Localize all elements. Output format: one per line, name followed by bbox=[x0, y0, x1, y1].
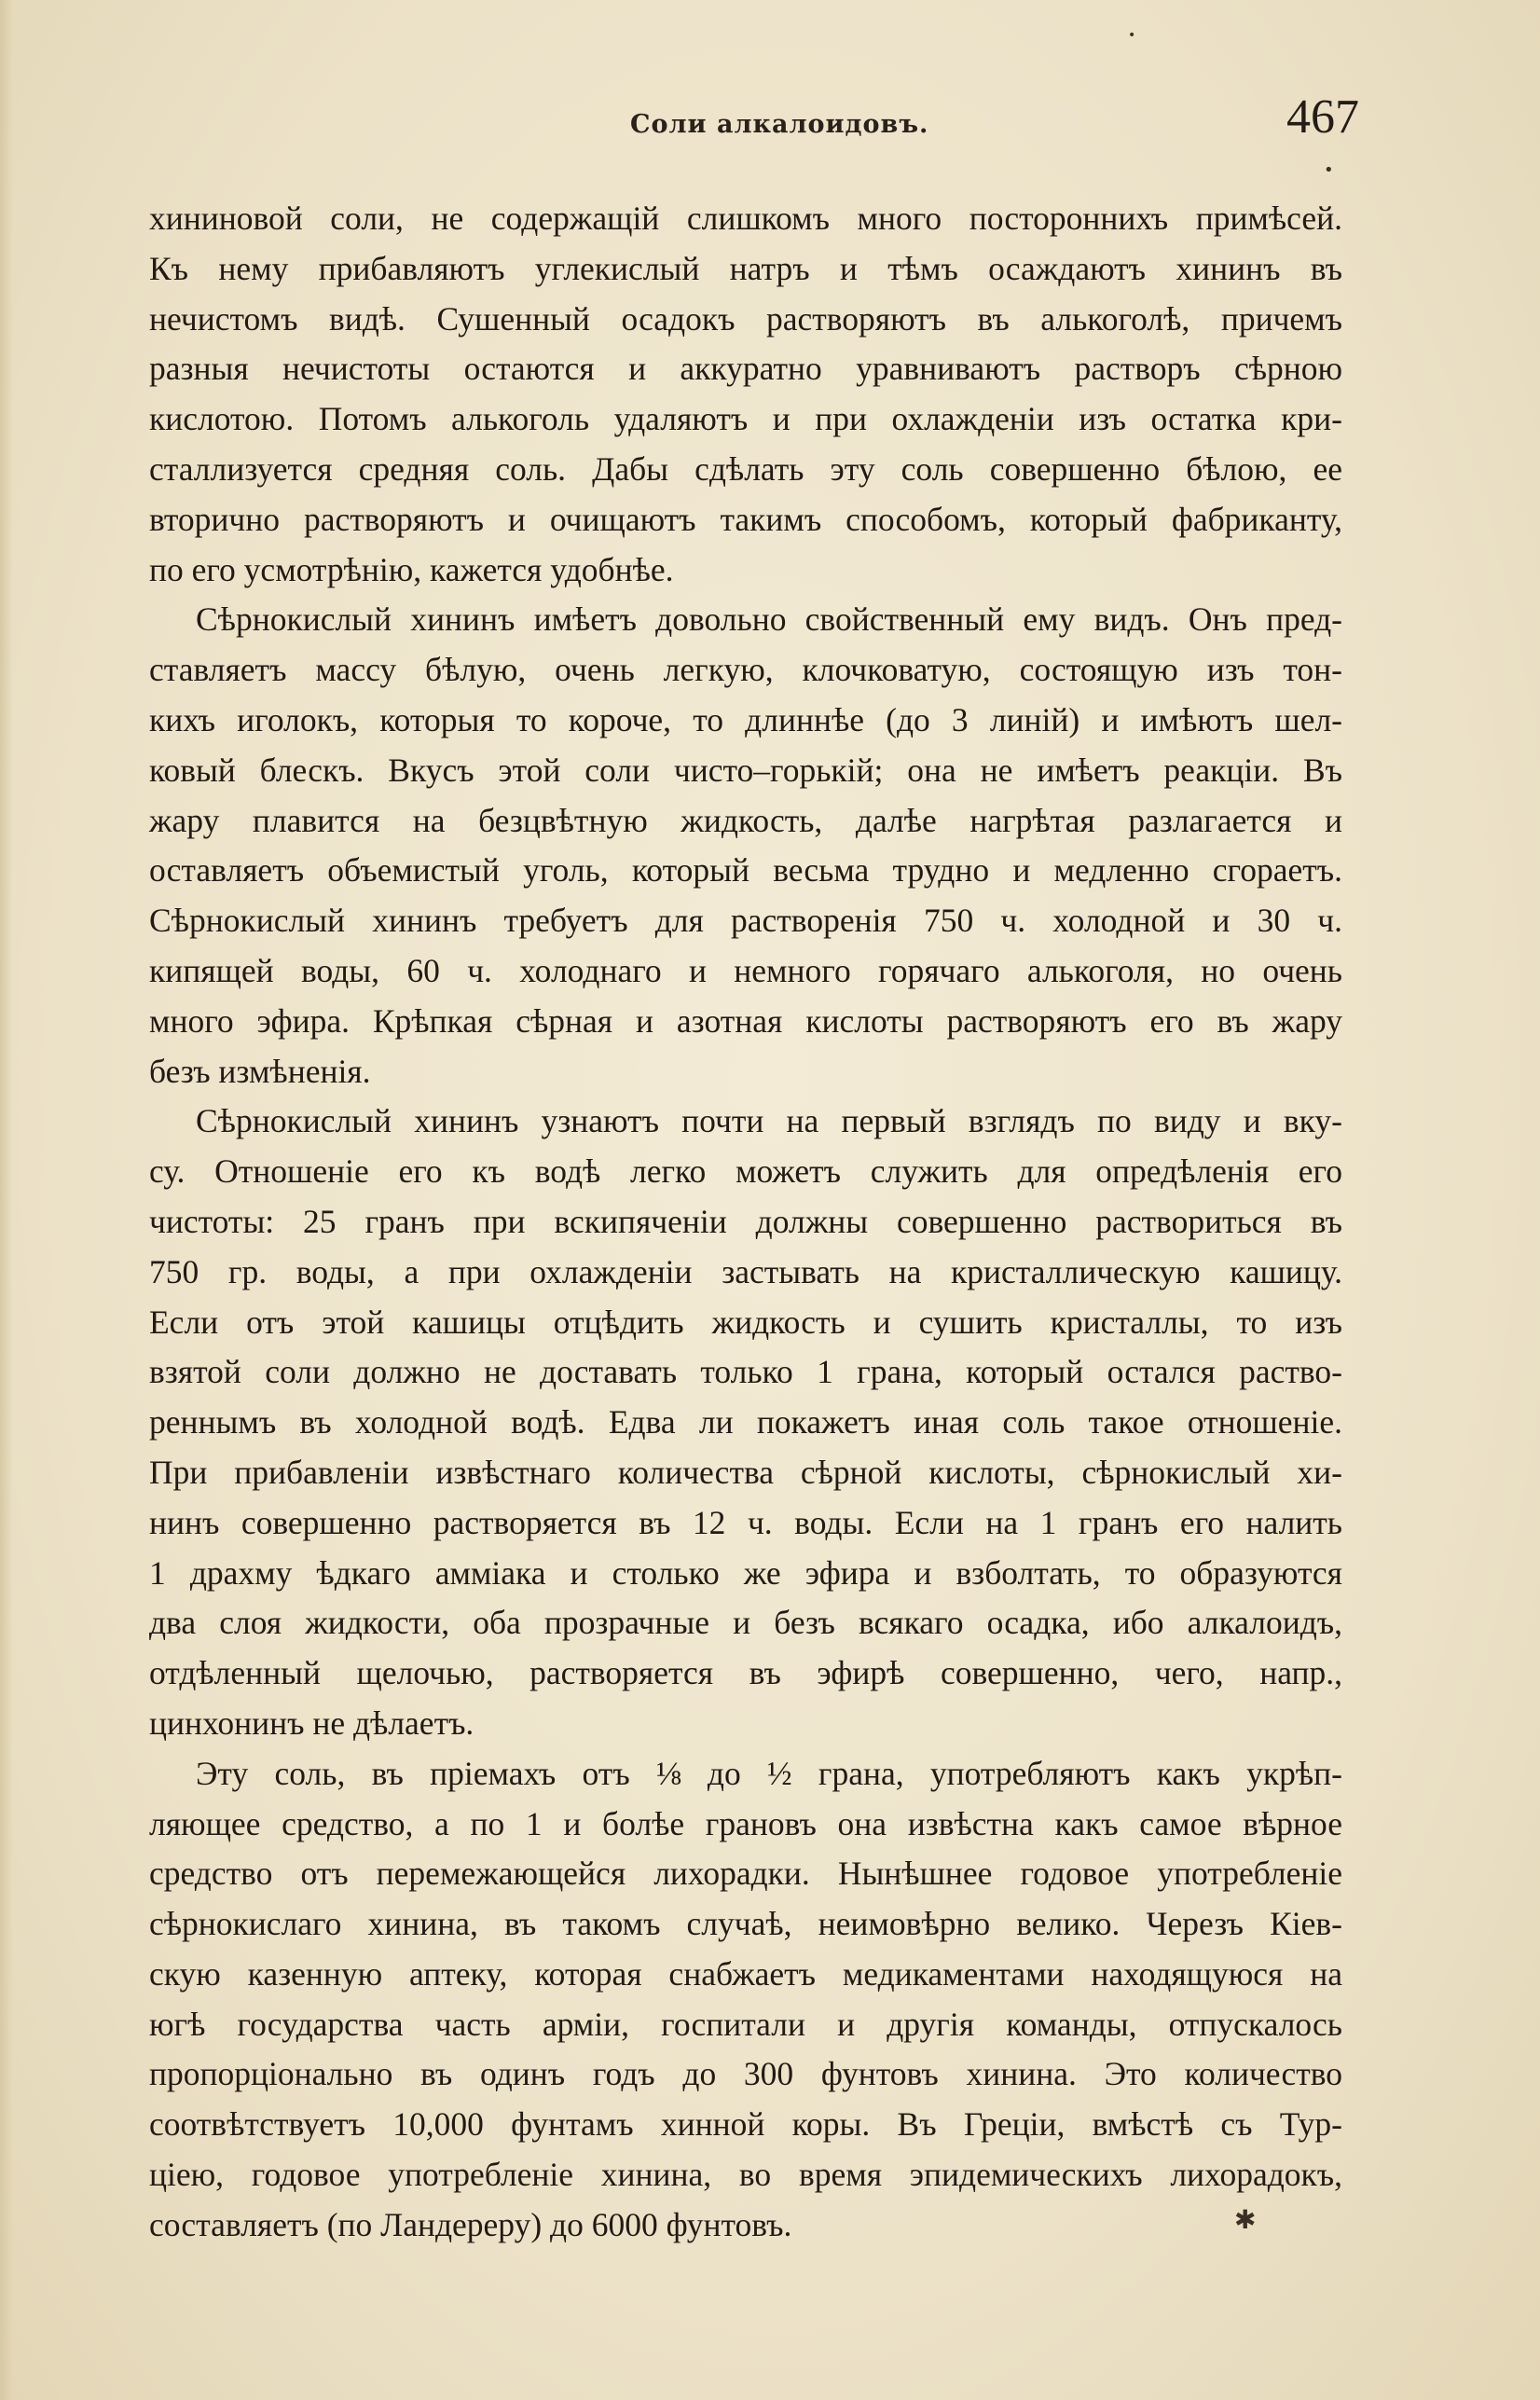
text-line: реннымъ въ холодной водѣ. Едва ли покажетъ иная соль такое отношеніе. bbox=[149, 1403, 1342, 1441]
text-line: средство отъ перемежающейся лихорадки. Нынѣшнее годовое употребленіе bbox=[149, 1855, 1342, 1893]
paragraph bbox=[149, 194, 1342, 595]
text-line: ціею, годовое употребленіе хинина, во время эпидемическихъ лихорадокъ, bbox=[149, 2156, 1342, 2194]
text-line: составляетъ (по Ландереру) до 6000 фунтовъ. bbox=[149, 2205, 792, 2243]
text-line: цинхонинъ не дѣлаетъ. bbox=[149, 1703, 474, 1742]
text-line: нечистомъ видѣ. Сушенный осадокъ растворяютъ въ алькоголѣ, причемъ bbox=[149, 299, 1342, 338]
text-line: При прибавленіи извѣстнаго количества сѣрной кислоты, сѣрнокислый хи- bbox=[149, 1453, 1342, 1491]
paragraph bbox=[149, 1749, 1342, 2251]
text-line: чистоты: 25 гранъ при вскипяченіи должны совершенно раствориться въ bbox=[149, 1202, 1342, 1240]
text-line: оставляетъ объемистый уголь, который весьма трудно и медленно сгораетъ. bbox=[149, 851, 1342, 890]
text-line: су. Отношеніе его къ водѣ легко можетъ служить для опредѣленія его bbox=[149, 1152, 1342, 1191]
text-line: 1 драхму ѣдкаго амміака и столько же эфира и взболтать, то образуются bbox=[149, 1553, 1342, 1592]
text-line: югѣ государства часть арміи, госпитали и другія команды, отпускалось bbox=[149, 2005, 1342, 2043]
text-line: сталлизуется средняя соль. Дабы сдѣлать эту соль совершенно бѣлою, ее bbox=[149, 449, 1342, 488]
body-text bbox=[149, 194, 1342, 2251]
text-line: пропорціонально въ одинъ годъ до 300 фунтовъ хинина. Это количество bbox=[149, 2055, 1342, 2093]
running-title: Соли алкалоидовъ. bbox=[630, 110, 929, 139]
page-number: 467 bbox=[1286, 90, 1359, 144]
text-line: кислотою. Потомъ алькоголь удаляютъ и при охлажденіи изъ остатка кри- bbox=[149, 400, 1342, 438]
ink-speck-top: • bbox=[1128, 28, 1136, 43]
text-line: вторично растворяютъ и очищаютъ такимъ способомъ, который фабриканту, bbox=[149, 500, 1342, 538]
paragraph bbox=[149, 595, 1342, 1097]
text-line: кихъ иголокъ, которыя то короче, то длиннѣе (до 3 линій) и имѣютъ шел- bbox=[149, 700, 1342, 738]
text-line: сѣрнокислаго хинина, въ такомъ случаѣ, неимовѣрно велико. Черезъ Кіев- bbox=[149, 1905, 1342, 1943]
text-line: взятой соли должно не доставать только 1 грана, который остался раство- bbox=[149, 1353, 1342, 1391]
text-line: разныя нечистоты остаются и аккуратно уравниваютъ растворъ сѣрною bbox=[149, 350, 1342, 388]
text-line: отдѣленный щелочью, растворяется въ эфирѣ совершенно, чего, напр., bbox=[149, 1654, 1342, 1692]
text-line: Сѣрнокислый хининъ узнаютъ почти на первый взглядъ по виду и вку- bbox=[196, 1102, 1342, 1140]
text-line: ляющее средство, а по 1 и болѣе грановъ она извѣстна какъ самое вѣрное bbox=[149, 1804, 1342, 1842]
text-line: скую казенную аптеку, которая снабжаетъ медикаментами находящуюся на bbox=[149, 1954, 1342, 1993]
text-line: нинъ совершенно растворяется въ 12 ч. воды. Если на 1 гранъ его налить bbox=[149, 1503, 1342, 1541]
text-line: жару плавится на безцвѣтную жидкость, далѣе нагрѣтая разлагается и bbox=[149, 801, 1342, 839]
text-line: Если отъ этой кашицы отцѣдить жидкость и сушить кристаллы, то изъ bbox=[149, 1303, 1342, 1341]
text-line: Эту соль, въ пріемахъ отъ ⅛ до ½ грана, употребляютъ какъ укрѣп- bbox=[196, 1754, 1342, 1792]
text-line: кипящей воды, 60 ч. холоднаго и немного горячаго алькоголя, но очень bbox=[149, 951, 1342, 989]
text-line: много эфира. Крѣпкая сѣрная и азотная кислоты растворяютъ его въ жару bbox=[149, 1001, 1342, 1040]
text-line: Сѣрнокислый хининъ имѣетъ довольно свойственный ему видъ. Онъ пред- bbox=[196, 600, 1342, 639]
text-line: ковый блескъ. Вкусъ этой соли чисто–горькій; она не имѣетъ реакціи. Въ bbox=[149, 751, 1342, 789]
text-line: соотвѣтствуетъ 10,000 фунтамъ хинной коры. Въ Греціи, вмѣстѣ съ Тур- bbox=[149, 2105, 1342, 2144]
ink-speck-bottom: ✱ bbox=[1234, 2204, 1257, 2235]
text-line: 750 гр. воды, а при охлажденіи застывать на кристаллическую кашицу. bbox=[149, 1252, 1342, 1290]
text-line: по его усмотрѣнію, кажется удобнѣе. bbox=[149, 550, 674, 588]
text-line: ставляетъ массу бѣлую, очень легкую, клочковатую, состоящую изъ тон- bbox=[149, 651, 1342, 689]
text-line: Сѣрнокислый хининъ требуетъ для растворенія 750 ч. холодной и 30 ч. bbox=[149, 902, 1342, 940]
text-line: хининовой соли, не содержащій слишкомъ много постороннихъ примѣсей. bbox=[149, 200, 1342, 237]
page-edge-shadow bbox=[0, 0, 13, 2400]
paragraph bbox=[149, 1097, 1342, 1748]
ink-speck-right: • bbox=[1324, 160, 1334, 180]
text-line: Къ нему прибавляютъ углекислый натръ и тѣмъ осаждаютъ хининъ въ bbox=[149, 249, 1342, 287]
text-line: безъ измѣненія. bbox=[149, 1052, 371, 1090]
text-line: два слоя жидкости, оба прозрачные и безъ всякаго осадка, ибо алкалоидъ, bbox=[149, 1604, 1342, 1642]
